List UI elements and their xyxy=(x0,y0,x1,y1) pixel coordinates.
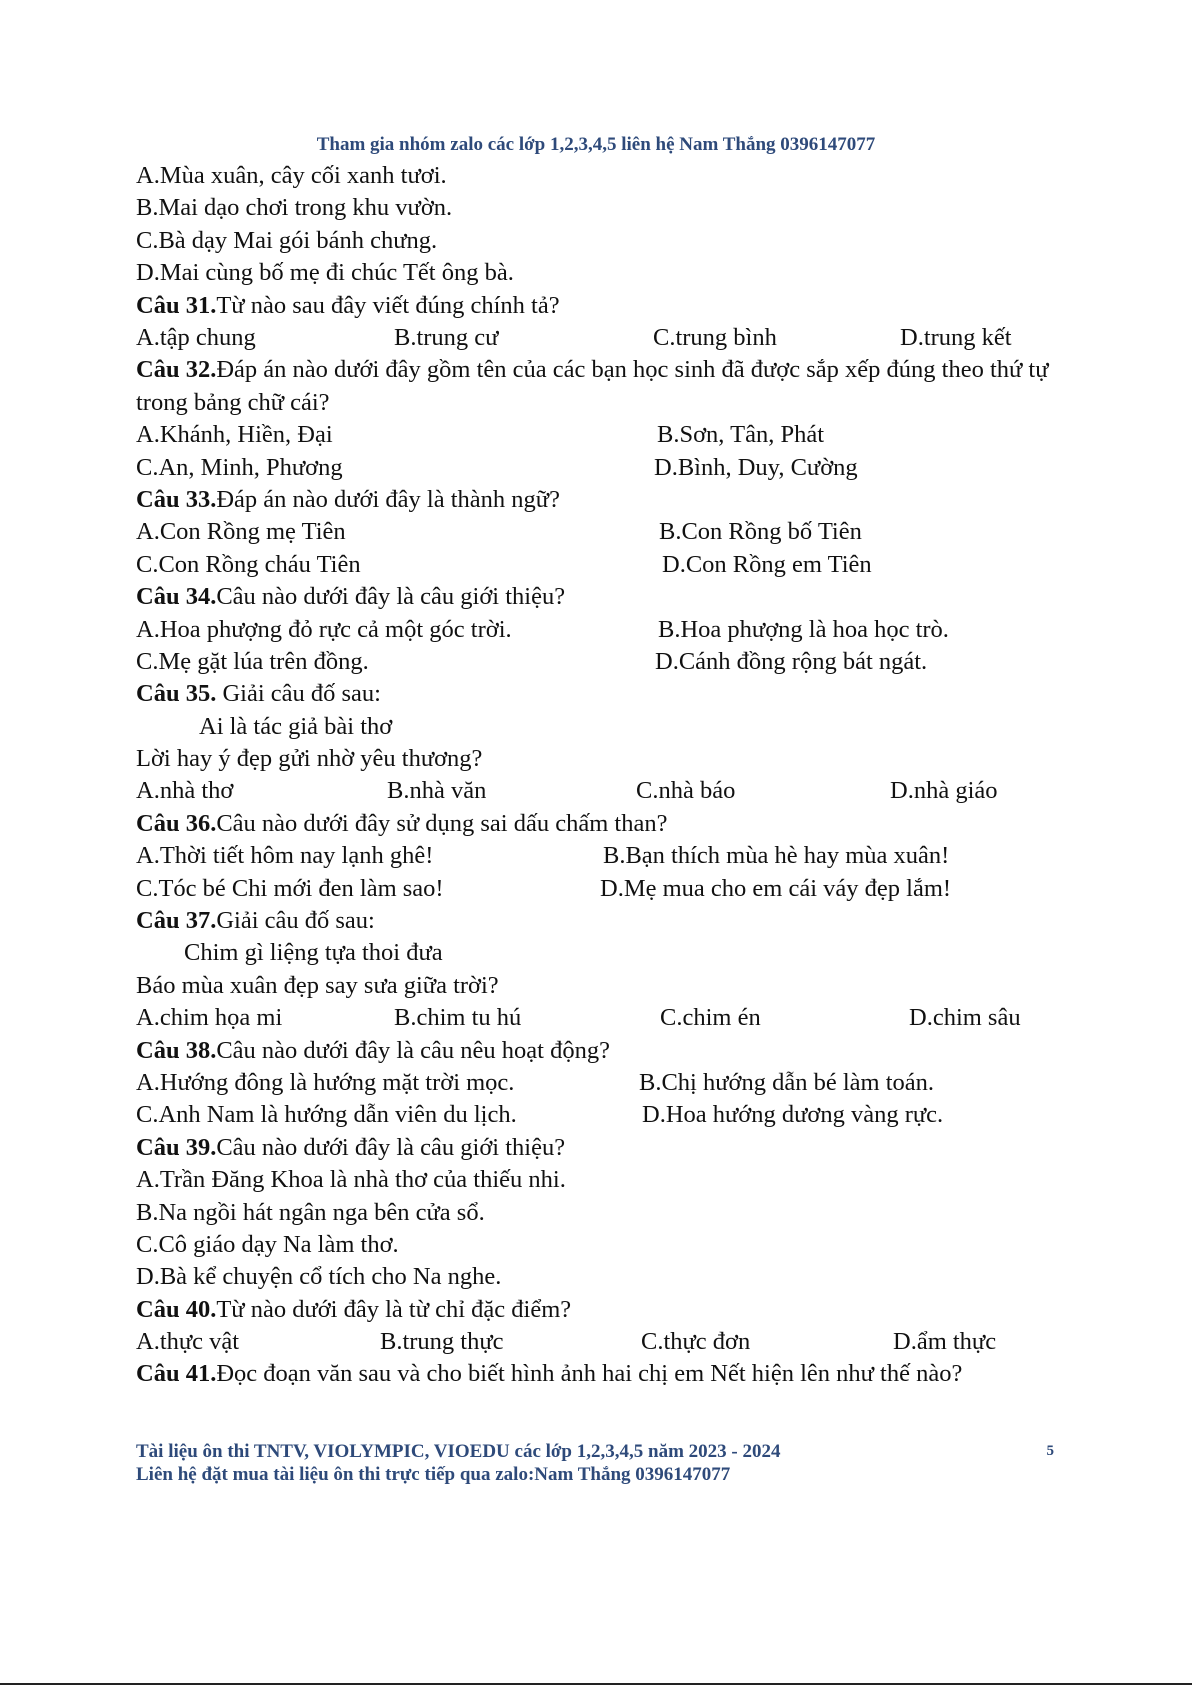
question-34 xyxy=(136,581,1066,613)
question-text: Đáp án nào dưới đây là thành ngữ? xyxy=(216,485,560,513)
footer-line: Tài liệu ôn thi TNTV, VIOLYMPIC, VIOEDU các lớp 1,2,3,4,5 năm 2023 - 2024 xyxy=(136,1441,781,1462)
question-38 xyxy=(136,1035,1066,1067)
question-text: Câu nào dưới đây là câu giới thiệu? xyxy=(216,583,566,611)
question-number: Câu 35. xyxy=(136,680,217,708)
page-number: 5 xyxy=(1046,1443,1054,1459)
question-text: Câu nào dưới đây sử dụng sai dấu chấm than? xyxy=(216,809,668,837)
option-a: A.Con Rồng mẹ Tiên xyxy=(136,518,346,546)
question-number: Câu 41. xyxy=(136,1360,217,1388)
question-number: Câu 37. xyxy=(136,907,217,935)
header-note: Tham gia nhóm zalo các lớp 1,2,3,4,5 liên hệ Nam Thắng 0396147077 xyxy=(316,134,876,155)
riddle-line: Báo mùa xuân đẹp say sưa giữa trời? xyxy=(136,971,499,999)
option-b: B.Sơn, Tân, Phát xyxy=(657,421,825,449)
option-b: B.Chị hướng dẫn bé làm toán. xyxy=(639,1068,935,1096)
option-d: D.trung kết xyxy=(900,323,1012,351)
options-row xyxy=(136,840,1066,872)
question-33 xyxy=(136,484,1066,516)
question-37 xyxy=(136,905,1066,937)
question-number: Câu 32. xyxy=(136,356,217,384)
options-row xyxy=(136,516,1066,548)
option-d: D.Bà kể chuyện cổ tích cho Na nghe. xyxy=(136,1263,502,1291)
option-a: A.thực vật xyxy=(136,1328,240,1356)
option-b: B.Bạn thích mùa hè hay mùa xuân! xyxy=(603,842,950,870)
option-b: B.Con Rồng bố Tiên xyxy=(659,518,862,546)
options-row xyxy=(136,1002,1066,1034)
question-text: Đọc đoạn văn sau và cho biết hình ảnh hai chị em Nết hiện lên như thế nào? xyxy=(216,1360,963,1388)
option-d: D.Hoa hướng dương vàng rực. xyxy=(642,1101,944,1129)
option-c: C.Con Rồng cháu Tiên xyxy=(136,550,361,578)
option-b: B.chim tu hú xyxy=(394,1004,522,1032)
question-number: Câu 40. xyxy=(136,1295,217,1323)
question-31 xyxy=(136,290,1066,322)
question-text: Giải câu đố sau: xyxy=(216,680,381,708)
option-line: B.Mai dạo chơi trong khu vườn. xyxy=(136,194,453,222)
question-32 xyxy=(136,354,1066,419)
option-c: C.nhà báo xyxy=(636,777,736,805)
option-line: D.Mai cùng bố mẹ đi chúc Tết ông bà. xyxy=(136,259,514,287)
options-row xyxy=(136,614,1066,646)
option-b: B.trung thực xyxy=(380,1328,504,1356)
option-d: D.Mẹ mua cho em cái váy đẹp lắm! xyxy=(600,874,952,902)
option-a: A.nhà thơ xyxy=(136,777,234,805)
options-row xyxy=(136,322,1066,354)
question-number: Câu 36. xyxy=(136,809,217,837)
option-c: C.thực đơn xyxy=(641,1328,751,1356)
option-c: C.chim én xyxy=(660,1004,761,1032)
question-number: Câu 31. xyxy=(136,291,217,319)
question-text: Từ nào dưới đây là từ chỉ đặc điểm? xyxy=(216,1295,572,1323)
option-a: A.Trần Đăng Khoa là nhà thơ của thiếu nhi. xyxy=(136,1166,566,1194)
page-content xyxy=(136,160,1066,1391)
option-c: C.trung bình xyxy=(653,323,777,351)
option-c: C.Mẹ gặt lúa trên đồng. xyxy=(136,647,369,675)
option-d: D.Cánh đồng rộng bát ngát. xyxy=(655,647,928,675)
option-c: C.Anh Nam là hướng dẫn viên du lịch. xyxy=(136,1101,517,1129)
options-row xyxy=(136,452,1066,484)
question-text: Câu nào dưới đây là câu giới thiệu? xyxy=(216,1133,566,1161)
question-text: Đáp án nào dưới đây gồm tên của các bạn học sinh đã được sắp xếp đúng theo thứ tự trong bảng chữ cái? xyxy=(136,356,1049,416)
option-b: B.trung cư xyxy=(394,323,499,351)
option-a: A.tập chung xyxy=(136,323,256,351)
option-line: A.Mùa xuân, cây cối xanh tươi. xyxy=(136,162,447,189)
question-number: Câu 38. xyxy=(136,1036,217,1064)
options-row xyxy=(136,1067,1066,1099)
option-c: C.Cô giáo dạy Na làm thơ. xyxy=(136,1230,399,1258)
options-row xyxy=(136,549,1066,581)
question-41 xyxy=(136,1358,1066,1390)
options-row xyxy=(136,873,1066,905)
riddle-line: Chim gì liệng tựa thoi đưa xyxy=(184,939,443,967)
option-a: A.Khánh, Hiền, Đại xyxy=(136,421,333,449)
options-row xyxy=(136,1099,1066,1131)
riddle-line: Ai là tác giả bài thơ xyxy=(199,712,393,740)
option-d: D.ẩm thực xyxy=(893,1328,997,1356)
question-number: Câu 39. xyxy=(136,1133,217,1161)
question-39 xyxy=(136,1132,1066,1164)
option-d: D.nhà giáo xyxy=(890,777,998,805)
option-c: C.An, Minh, Phương xyxy=(136,453,343,481)
question-text: Câu nào dưới đây là câu nêu hoạt động? xyxy=(216,1036,610,1064)
riddle-line: Lời hay ý đẹp gửi nhờ yêu thương? xyxy=(136,745,483,773)
question-text: Từ nào sau đây viết đúng chính tả? xyxy=(216,291,560,319)
page-footer xyxy=(136,1440,1066,1486)
options-row xyxy=(136,1326,1066,1358)
question-text: Giải câu đố sau: xyxy=(216,907,375,935)
question-number: Câu 33. xyxy=(136,485,217,513)
option-b: B.Hoa phượng là hoa học trò. xyxy=(658,615,949,643)
option-b: B.nhà văn xyxy=(387,777,487,805)
options-row xyxy=(136,775,1066,807)
option-c: C.Tóc bé Chi mới đen làm sao! xyxy=(136,874,444,902)
footer-line: Liên hệ đặt mua tài liệu ôn thi trực tiếp qua zalo:Nam Thắng 0396147077 xyxy=(136,1464,731,1485)
option-line: C.Bà dạy Mai gói bánh chưng. xyxy=(136,226,438,254)
question-35 xyxy=(136,678,1066,710)
option-d: D.Bình, Duy, Cường xyxy=(654,453,858,481)
options-row xyxy=(136,419,1066,451)
option-a: A.Hoa phượng đỏ rực cả một góc trời. xyxy=(136,615,512,643)
option-a: A.chim họa mi xyxy=(136,1004,283,1032)
option-d: D.chim sâu xyxy=(909,1004,1021,1032)
question-40 xyxy=(136,1294,1066,1326)
question-number: Câu 34. xyxy=(136,583,217,611)
question-36 xyxy=(136,808,1066,840)
option-d: D.Con Rồng em Tiên xyxy=(662,550,872,578)
option-a: A.Thời tiết hôm nay lạnh ghê! xyxy=(136,842,434,870)
options-row xyxy=(136,646,1066,678)
option-b: B.Na ngồi hát ngân nga bên cửa sổ. xyxy=(136,1198,485,1226)
option-a: A.Hướng đông là hướng mặt trời mọc. xyxy=(136,1068,515,1096)
